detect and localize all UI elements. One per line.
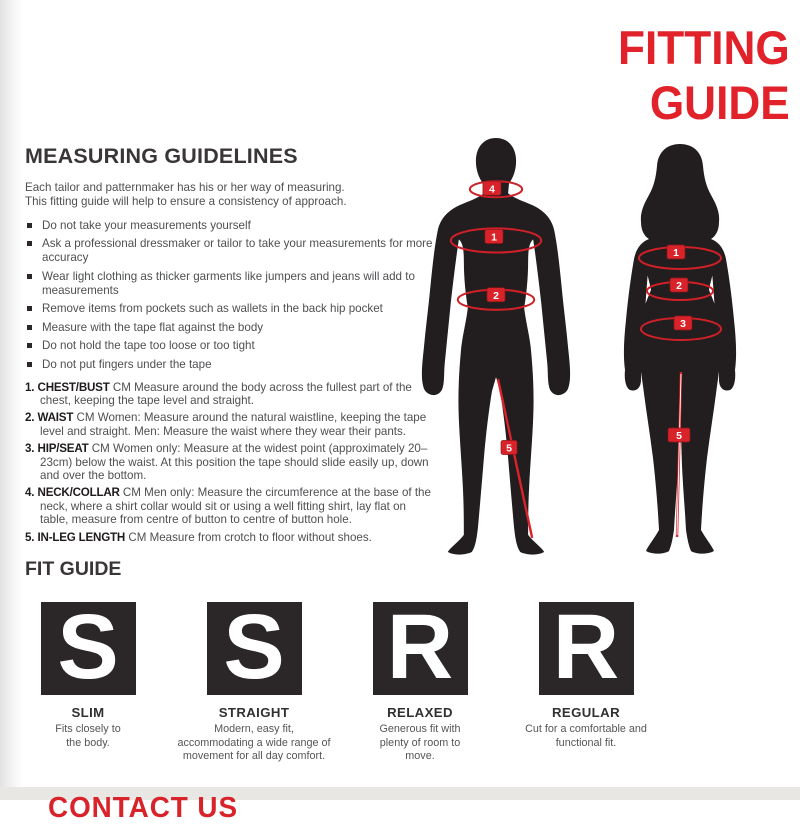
definition-in-leg-length: 5. IN-LEG LENGTH CM Measure from crotch to floor without shoes. — [25, 530, 372, 544]
measurement-definitions-list — [25, 381, 433, 545]
contact-us-heading: CONTACT US — [48, 792, 239, 824]
bullet-square-icon — [27, 274, 32, 279]
svg-text:1: 1 — [673, 247, 679, 259]
male-silhouette-figure — [404, 136, 588, 566]
bullet-square-icon — [27, 241, 32, 246]
measuring-tips-list — [25, 219, 437, 372]
fit-guide-heading: FIT GUIDE — [25, 558, 122, 580]
bullet-square-icon — [27, 306, 32, 311]
fit-name: STRAIGHT — [218, 705, 290, 720]
svg-text:4: 4 — [489, 183, 495, 196]
fit-letter-box: S — [207, 602, 302, 695]
bullet-square-icon — [27, 362, 32, 367]
fit-name: SLIM — [71, 705, 105, 720]
page-title — [618, 20, 790, 130]
marker-inleg-5 — [501, 440, 517, 454]
svg-text:1: 1 — [491, 231, 497, 244]
male-body-shape — [422, 138, 570, 555]
fit-guide-row — [8, 596, 666, 764]
fit-letter-box: S — [41, 602, 136, 695]
bullet-square-icon — [27, 343, 32, 348]
svg-text:3: 3 — [680, 318, 686, 330]
intro-line-2: This fitting guide will help to ensure a consistency of approach. — [25, 194, 347, 208]
fit-name: REGULAR — [551, 705, 620, 720]
fit-name: RELAXED — [387, 705, 453, 720]
fit-column-regular — [506, 596, 666, 764]
tip-item: Do not take your measurements yourself — [25, 219, 434, 233]
tip-item: Measure with the tape flat against the body — [25, 321, 434, 335]
marker-waist-2 — [487, 288, 505, 302]
title-line-2: GUIDE — [650, 76, 790, 129]
fit-column-relaxed — [340, 596, 500, 764]
marker-chest-1 — [485, 229, 503, 243]
definition-chest-bust: 1. CHEST/BUST CM Measure around the body across the fullest part of the chest, keeping the tape level and straight. — [25, 380, 412, 408]
marker-bust-1 — [667, 245, 685, 259]
fit-letter-box: R — [373, 602, 468, 695]
measuring-heading: MEASURING GUIDELINES — [25, 144, 298, 168]
female-silhouette-figure — [610, 142, 750, 566]
marker-inleg-5 — [668, 428, 690, 442]
definition-neck-collar: 4. NECK/COLLAR CM Men only: Measure the circumference at the base of the neck, where a shirt collar would sit or using a well fitting shirt, lay flat on table, measure from centre of button to centre of button hole. — [25, 486, 431, 527]
marker-neck-4 — [483, 181, 501, 195]
fit-column-slim — [8, 596, 168, 764]
tip-item: Wear light clothing as thicker garments like jumpers and jeans will add to measurements — [25, 270, 434, 298]
female-body-shape — [624, 144, 736, 554]
fit-description: Modern, easy fit, accommodating a wide range of movement for all day comfort. — [177, 723, 331, 762]
bullet-square-icon — [27, 223, 32, 228]
measuring-guidelines-section — [25, 144, 437, 548]
fit-description: Cut for a comfortable and functional fit. — [525, 723, 647, 749]
intro-line-1: Each tailor and patternmaker has his or her way of measuring. — [25, 181, 345, 194]
marker-hip-3 — [674, 316, 692, 330]
tip-item: Do not put fingers under the tape — [25, 358, 434, 372]
fit-description: Fits closely to the body. — [55, 723, 121, 749]
tip-item: Remove items from pockets such as wallets in the back hip pocket — [25, 302, 434, 316]
bullet-square-icon — [27, 325, 32, 330]
tip-item: Ask a professional dressmaker or tailor to take your measurements for more accuracy — [25, 237, 434, 265]
marker-waist-2 — [670, 278, 688, 292]
svg-text:5: 5 — [506, 442, 512, 455]
definition-waist: 2. WAIST CM Women: Measure around the natural waistline, keeping the tape level and straight. Men: Measure the waist where they wear their pants. — [25, 411, 427, 438]
svg-text:2: 2 — [676, 280, 682, 292]
title-line-1: FITTING — [618, 21, 790, 74]
tip-item: Do not hold the tape too loose or too tight — [25, 339, 434, 353]
measuring-intro — [25, 181, 437, 209]
fit-letter-box: R — [539, 602, 634, 695]
svg-text:5: 5 — [676, 430, 682, 442]
fit-description: Generous fit with plenty of room to move. — [379, 723, 461, 762]
svg-text:2: 2 — [493, 289, 499, 302]
fit-column-straight — [174, 596, 334, 764]
definition-hip-seat: 3. HIP/SEAT CM Women only: Measure at the widest point (approximately 20–23cm) below the waist. At this position the tape should slide easily up, down and over the bottom. — [25, 441, 429, 483]
